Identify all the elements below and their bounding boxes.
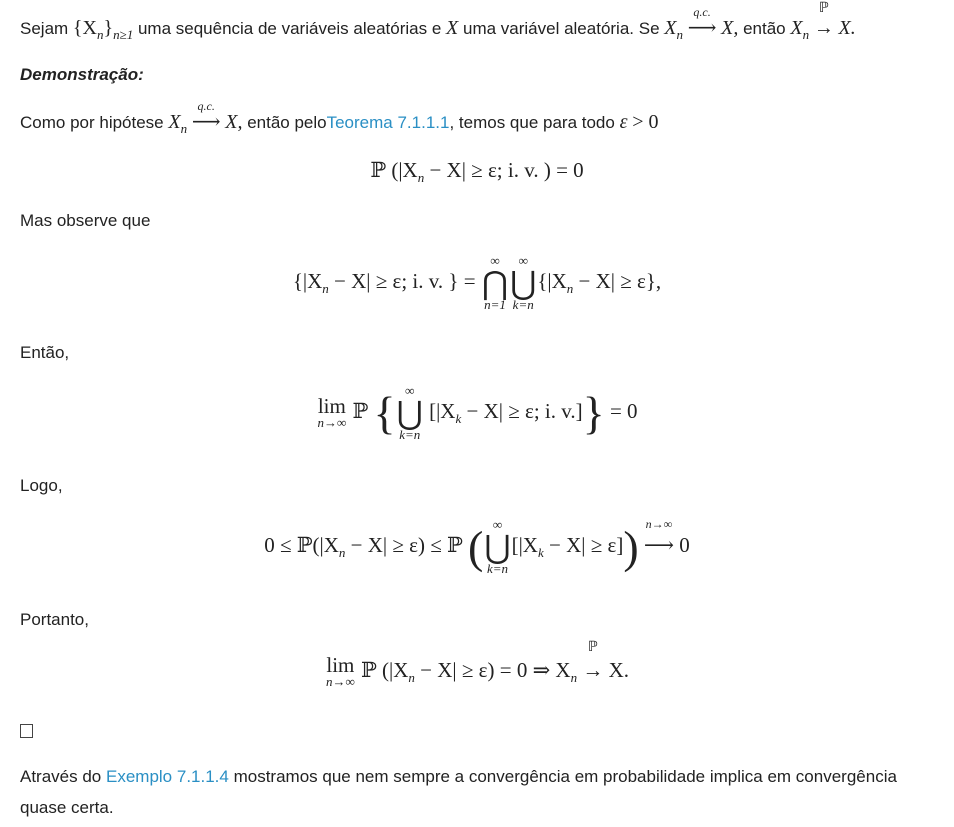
- arrow-prob: ℙ →: [813, 1, 834, 39]
- math-xn: $X_n$: [790, 17, 810, 42]
- proof-paragraph-5: Portanto,: [20, 610, 89, 629]
- limit: lim n→∞: [325, 653, 355, 689]
- text: então pelo: [247, 113, 327, 132]
- proof-paragraph-1: [20, 99, 659, 140]
- text: Através do: [20, 767, 102, 786]
- arrow-limit: n→∞ ⟶: [643, 516, 675, 557]
- proof-paragraph-2: Mas observe que: [20, 211, 151, 230]
- proof-paragraph-3: Então,: [20, 343, 70, 362]
- arrow-qc: q.c. ⟶: [687, 5, 717, 39]
- math-var: X,: [721, 17, 739, 39]
- math-var: X: [446, 17, 459, 39]
- big-union-icon: ∞ ⋃ k=n: [510, 253, 537, 312]
- math-xn: $X_n$: [168, 111, 188, 136]
- equation-2: {$|X_n - X| \ge \varepsilon$; i. v. } = ∞ ⋂ n=1 ∞ ⋃ k=n $\{|X_n - X| \ge \varepsilon\}$,: [292, 253, 662, 312]
- math-xn: $X_n$: [664, 17, 683, 42]
- math-epsilon: ε: [619, 111, 628, 133]
- text: uma sequência de variáveis aleatórias e: [137, 19, 442, 38]
- closing-paragraph-line-1: [20, 766, 897, 788]
- text: então: [743, 19, 786, 38]
- example-link[interactable]: Exemplo 7.1.1.4: [106, 767, 229, 786]
- big-union-icon: ∞ ⋃ k=n: [484, 517, 511, 576]
- math-var: X,: [225, 111, 243, 133]
- math-gt-zero: > 0: [632, 111, 659, 133]
- qed-square-icon: [20, 724, 33, 738]
- arrow-prob: ℙ →: [582, 639, 604, 682]
- equation-1: ℙ ($|X_n - X| \ge \varepsilon$; i. v. ) = 0: [370, 158, 584, 185]
- text: uma variável aleatória. Se: [462, 19, 660, 38]
- proof-heading: Demonstração:: [20, 65, 144, 84]
- limit: lim n→∞: [317, 394, 347, 430]
- proof-paragraph-4: Logo,: [20, 476, 63, 495]
- theorem-link[interactable]: Teorema 7.1.1.1: [326, 113, 450, 132]
- equation-3: lim n→∞ ℙ { ∞ ⋃ k=n [$|X_k - X| \ge \varepsilon$; i. v.]} = 0: [317, 383, 638, 442]
- math-var: X.: [838, 17, 856, 39]
- theorem-statement: [20, 1, 856, 46]
- text: Como por hipótese: [20, 113, 164, 132]
- text: mostramos que nem sempre a convergência em probabilidade implica em convergência: [233, 767, 897, 786]
- equation-5: lim n→∞ ℙ $(|X_n - X| \ge \varepsilon) = 0$ ⇒ $X_n$ ℙ → X.: [325, 639, 629, 689]
- arrow-qc: q.c. ⟶: [191, 99, 221, 133]
- math-seq: $\{X_n\}_{n\ge 1}$: [72, 17, 134, 42]
- big-union-icon: ∞ ⋃ k=n: [396, 383, 423, 442]
- big-intersection-icon: ∞ ⋂ n=1: [481, 253, 509, 312]
- closing-paragraph-line-2: quase certa.: [20, 798, 114, 817]
- text: , temos que para todo: [449, 113, 615, 132]
- equation-4: $0 \le ℙ(|X_n - X| \ge \varepsilon)$ ≤ ℙ ( ∞ ⋃ k=n $[|X_k - X| \ge \varepsilon]$) n→∞ ⟶ 0: [264, 516, 690, 576]
- text: Sejam: [20, 19, 69, 38]
